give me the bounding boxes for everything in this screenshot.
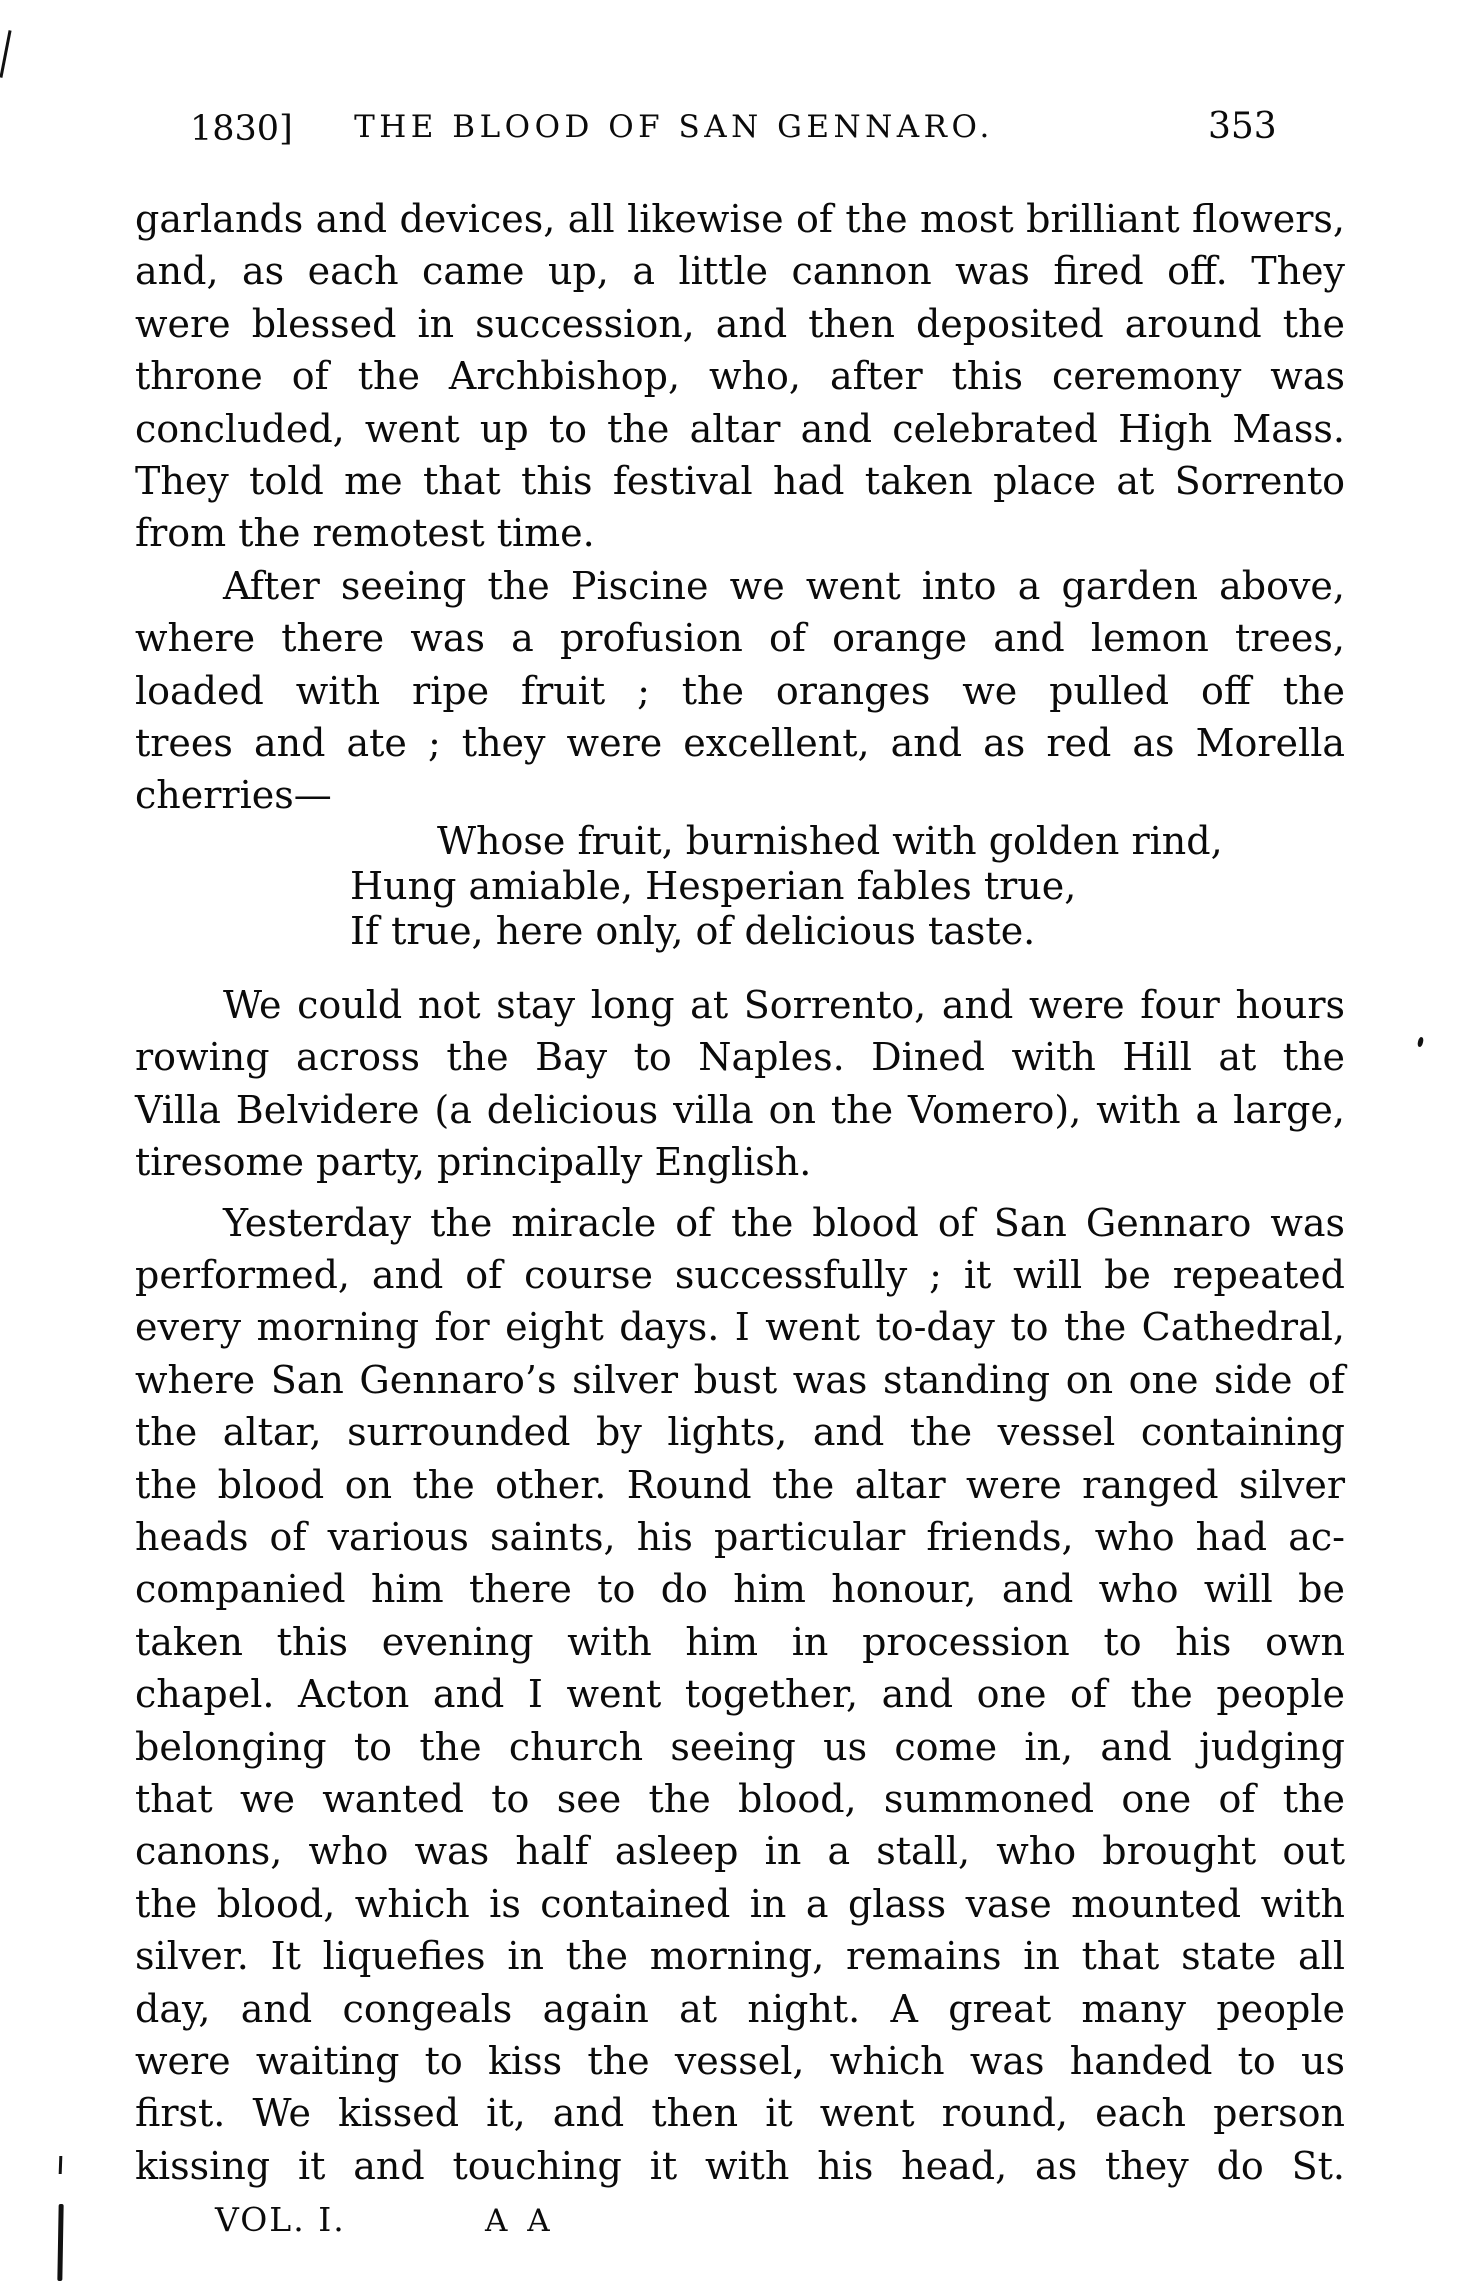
text-line: were blessed in succession, and then deposited around the: [135, 301, 1345, 346]
text-line: where San Gennaro’s silver bust was standing on one side of: [135, 1357, 1345, 1402]
paragraph-block: [135, 1197, 1345, 2193]
paragraph-block: [135, 560, 1345, 822]
text-line: from the remotest time.: [135, 511, 595, 556]
scan-mark-vertical-streak: [57, 2204, 63, 2281]
text-line: After seeing the Piscine we went into a garden above,: [223, 563, 1345, 608]
paragraph-block: [135, 979, 1345, 1189]
text-line: the blood on the other. Round the altar were ranged silver: [135, 1462, 1345, 1507]
text-line: performed, and of course successfully ; it will be repeated: [135, 1252, 1345, 1297]
text-line: They told me that this festival had taken place at Sorrento: [135, 459, 1345, 504]
text-line: garlands and devices, all likewise of the most brilliant flowers,: [135, 197, 1345, 241]
header-title: THE BLOOD OF SAN GENNARO.: [354, 109, 994, 145]
scan-mark-slash: [0, 30, 12, 78]
text-line: cherries—: [135, 773, 332, 818]
text-line: concluded, went up to the altar and celebrated High Mass.: [135, 406, 1345, 451]
text-line: first. We kissed it, and then it went round, each person: [135, 2091, 1345, 2136]
text-line: canons, who was half asleep in a stall, who brought out: [135, 1829, 1345, 1874]
verse-block: [135, 819, 1345, 954]
text-line: loaded with ripe fruit ; the oranges we pulled off the: [135, 668, 1345, 713]
text-line: where there was a profusion of orange and lemon trees,: [135, 616, 1345, 661]
text-line: day, and congeals again at night. A great many people: [135, 1986, 1345, 2031]
text-line: We could not stay long at Sorrento, and were four hours: [223, 982, 1345, 1027]
text-line: belonging to the church seeing us come in, and judging: [135, 1724, 1345, 1769]
text-line: rowing across the Bay to Naples. Dined with Hill at the: [135, 1035, 1345, 1080]
paragraph-block: [135, 193, 1345, 560]
text-line: the altar, surrounded by lights, and the vessel containing: [135, 1410, 1345, 1455]
header-page-number: 353: [1208, 106, 1277, 147]
text-line: every morning for eight days. I went to-day to the Cathedral,: [135, 1305, 1345, 1350]
footer-signature-mark: A A: [485, 2203, 550, 2239]
text-line: tiresome party, principally English.: [135, 1140, 812, 1185]
scan-mark-tick: [59, 2156, 63, 2174]
text-line: companied him there to do him honour, and who will be: [135, 1567, 1345, 1612]
text-line: throne of the Archbishop, who, after this ceremony was: [135, 354, 1345, 399]
text-line: taken this evening with him in procession to his own: [135, 1619, 1345, 1664]
text-line: Villa Belvidere (a delicious villa on the Vomero), with a large,: [135, 1087, 1345, 1132]
text-line: chapel. Acton and I went together, and one of the people: [135, 1672, 1345, 1717]
verse-line: Whose fruit, burnished with golden rind,: [437, 818, 1223, 863]
text-line: that we wanted to see the blood, summoned one of the: [135, 1776, 1345, 1821]
scan-mark-speck: [1417, 1037, 1424, 1048]
text-line: were waiting to kiss the vessel, which was handed to us: [135, 2039, 1345, 2083]
footer-volume-label: VOL. I.: [215, 2200, 346, 2239]
text-line: trees and ate ; they were excellent, and as red as Morella: [135, 721, 1345, 766]
page-body: [135, 193, 1345, 2192]
verse-line: If true, here only, of delicious taste.: [350, 908, 1036, 953]
verse-line: Hung amiable, Hesperian fables true,: [350, 863, 1077, 908]
text-line: kissing it and touching it with his head, as they do St.: [135, 2143, 1345, 2188]
text-line: Yesterday the miracle of the blood of San Gennaro was: [223, 1200, 1345, 1245]
text-line: and, as each came up, a little cannon was fired off. They: [135, 249, 1345, 294]
text-line: the blood, which is contained in a glass vase mounted with: [135, 1881, 1345, 1926]
header-year: 1830]: [190, 109, 293, 149]
text-line: silver. It liquefies in the morning, remains in that state all: [135, 1934, 1345, 1979]
text-line: heads of various saints, his particular friends, who had ac-: [135, 1514, 1345, 1559]
